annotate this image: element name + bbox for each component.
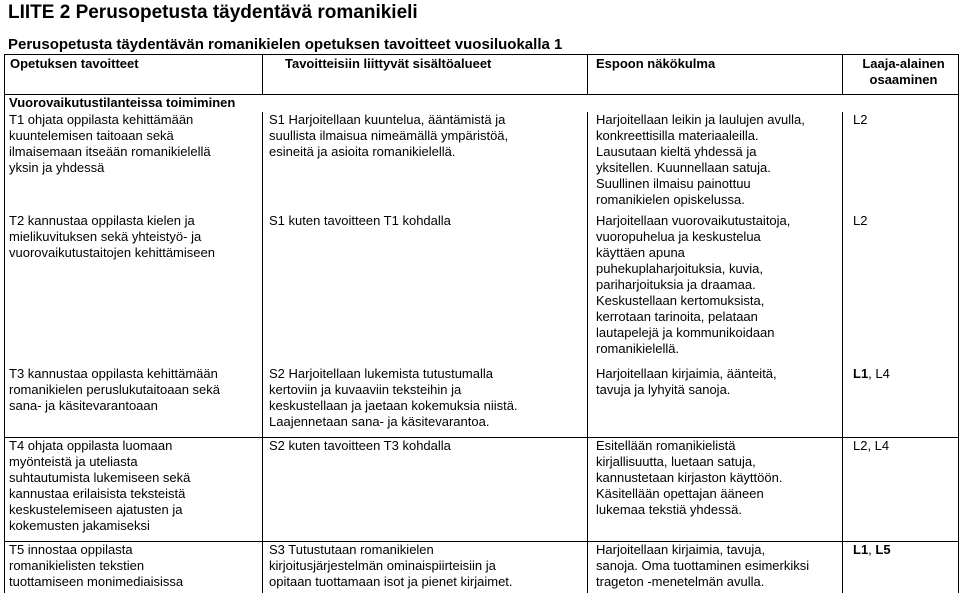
laaja-bold-code: L1 [853, 541, 869, 557]
espoo-cell: Harjoitellaan kirjaimia, äänteitä, tavuja ja lyhyitä sanoja. [588, 366, 843, 437]
objective-cell: T5 innostaa oppilasta romanikielisten tekstien tuottamiseen monimediaisissa [5, 541, 263, 593]
curriculum-table [4, 54, 959, 593]
content-cell: S2 Harjoitellaan lukemista tutustumalla kertoviin ja kuvaaviin teksteihin ja keskustellaan ja jaetaan kokemuksia niistä. Laajennetaan sana- ja käsitevarantoa. [263, 366, 588, 437]
laaja-bold-code: L1 [853, 366, 869, 381]
laaja-rest: , L4 [868, 366, 890, 381]
table-row [5, 366, 959, 437]
laaja-separator: , [868, 541, 876, 557]
laaja-cell: L2, L4 [843, 437, 959, 541]
table-row [5, 112, 959, 213]
objective-cell: T2 kannustaa oppilasta kielen ja mielikuvituksen sekä yhteistyö- ja vuorovaikutustaitojen kehittämiseen [5, 213, 263, 366]
header-content-areas: Tavoitteisiin liittyvät sisältöalueet [263, 55, 588, 95]
laaja-bold-code-2: L5 [875, 541, 891, 557]
header-espoo-perspective: Espoon näkökulma [588, 55, 843, 95]
table-row [5, 541, 959, 593]
header-objectives: Opetuksen tavoitteet [5, 55, 263, 95]
laaja-cell: L2 [843, 112, 959, 213]
table-row [5, 437, 959, 541]
objective-cell: T4 ohjata oppilasta luomaan myönteistä ja uteliasta suhtautumista lukemiseen sekä kannustaa erilaisista teksteistä keskustelemiseen ajatusten ja kokemusten jakamiseksi [5, 437, 263, 541]
espoo-cell: Harjoitellaan vuorovaikutustaitoja, vuoropuhelua ja keskustelua käyttäen apuna puhekuplaharjoituksia, kuvia, pariharjoituksia ja draamaa. Keskustellaan kertomuksista, kerrotaan tarinoita, pelataan lautapelejä ja kommunikoidaan romanikielellä. [588, 213, 843, 366]
table-row [5, 213, 959, 366]
section-title: Vuorovaikutustilanteissa toimiminen [5, 95, 959, 113]
laaja-cell [843, 541, 959, 593]
laaja-cell: L2 [843, 213, 959, 366]
content-cell: S2 kuten tavoitteen T3 kohdalla [263, 437, 588, 541]
objective-cell: T1 ohjata oppilasta kehittämään kuuntelemisen taitoaan sekä ilmaisemaan itseään romanikielellä yksin ja yhdessä [5, 112, 263, 213]
document-title: LIITE 2 Perusopetusta täydentävä romanikieli [8, 2, 418, 23]
content-cell: S1 Harjoitellaan kuuntelua, ääntämistä ja suullista ilmaisua nimeämällä ympäristöä, esineitä ja asioita romanikielellä. [263, 112, 588, 213]
content-cell: S1 kuten tavoitteen T1 kohdalla [263, 213, 588, 366]
espoo-cell: Harjoitellaan leikin ja laulujen avulla, konkreettisilla materiaaleilla. Lausutaan kieltä yhdessä ja yksitellen. Kuunnellaan satuja. Suullinen ilmaisu painottuu romanikielen opiskelussa. [588, 112, 843, 213]
header-transversal-competence: Laaja-alainen osaaminen [843, 55, 959, 95]
table-header-row [5, 55, 959, 95]
espoo-cell: Harjoitellaan kirjaimia, tavuja, sanoja. Oma tuottaminen esimerkiksi trageton -menetelmän avulla. [588, 541, 843, 593]
objective-cell: T3 kannustaa oppilasta kehittämään romanikielen peruslukutaitoaan sekä sana- ja käsitevarantoaan [5, 366, 263, 437]
content-cell: S3 Tutustutaan romanikielen kirjoitusjärjestelmän ominaispiirteisiin ja opitaan tuottamaan isot ja pienet kirjaimet. [263, 541, 588, 593]
document-subtitle: Perusopetusta täydentävän romanikielen opetuksen tavoitteet vuosiluokalla 1 [8, 36, 563, 53]
espoo-cell: Esitellään romanikielistä kirjallisuutta, luetaan satuja, kannustetaan kirjaston käyttöön. Käsitellään opettajan ääneen lukemaa tekstiä yhdessä. [588, 437, 843, 541]
laaja-cell [843, 366, 959, 437]
section-row [5, 95, 959, 113]
